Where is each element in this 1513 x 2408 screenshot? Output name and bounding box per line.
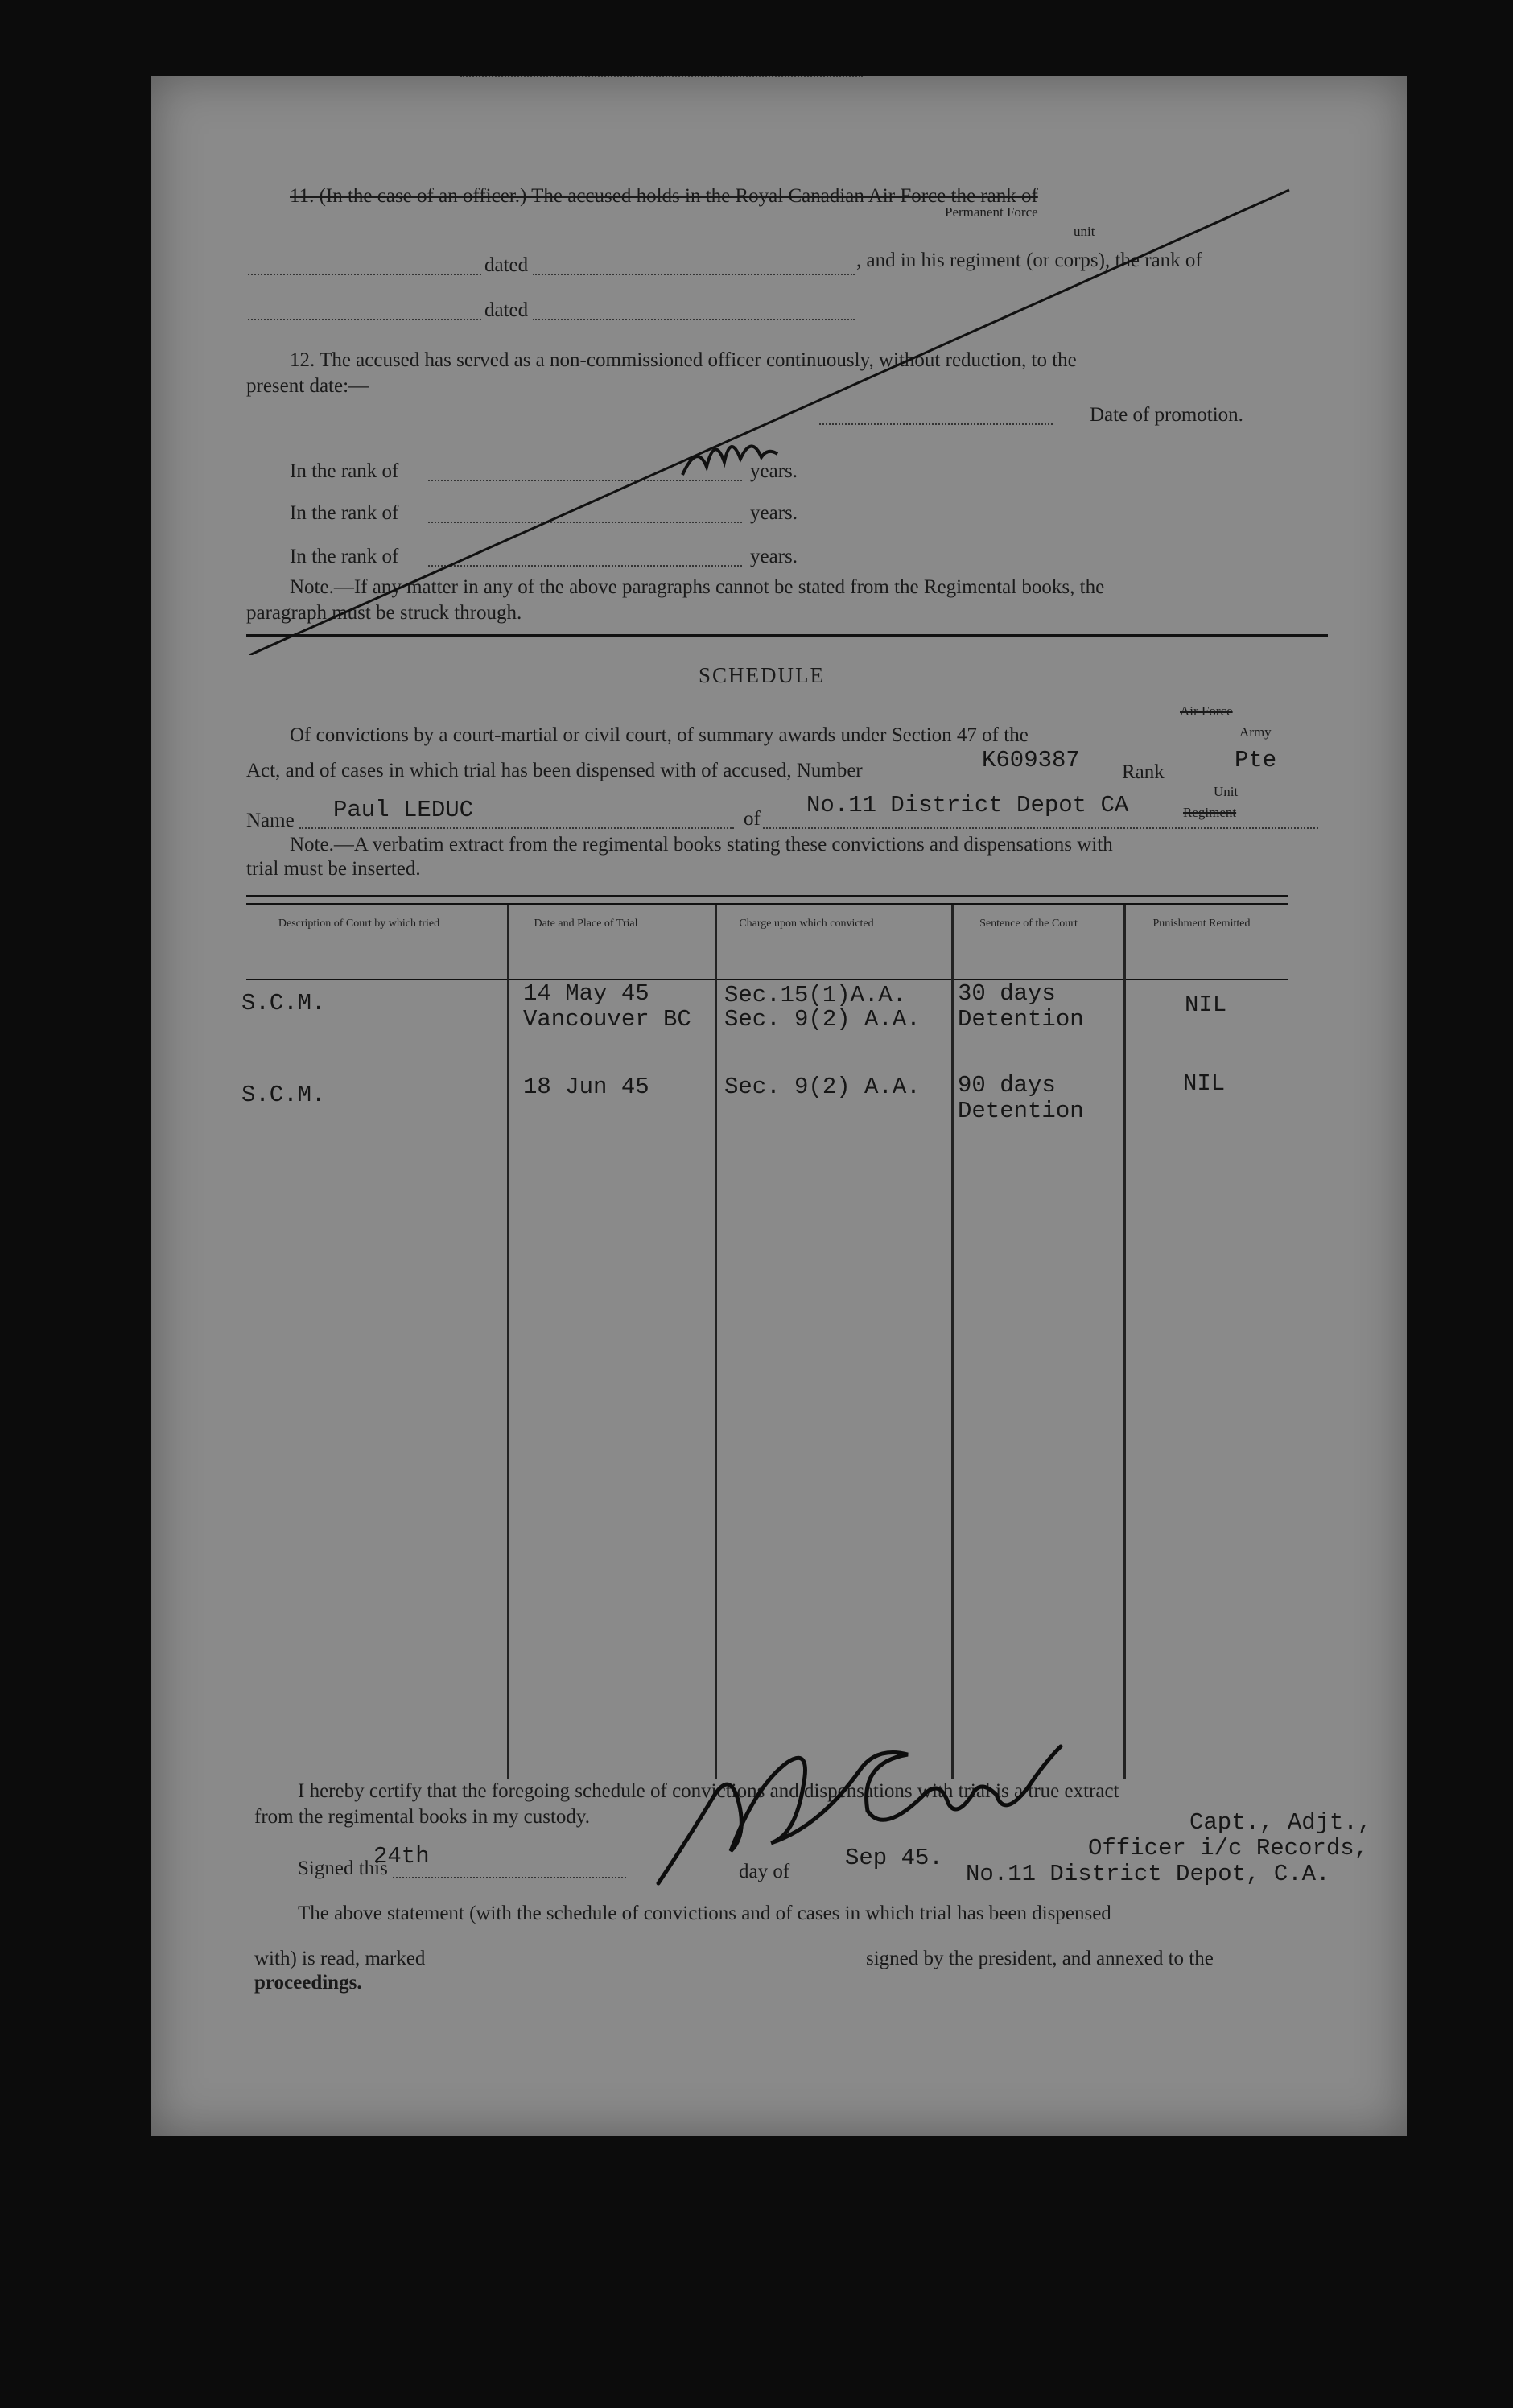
header-sentence: Sentence of the Court — [979, 917, 1078, 930]
date-of-promotion-label: Date of promotion. — [1090, 404, 1243, 426]
accused-name: Paul LEDUC — [333, 797, 474, 823]
rank-label-3: In the rank of — [290, 546, 399, 567]
marked-blank — [460, 76, 863, 77]
day-of-label: day of — [739, 1861, 790, 1882]
rank-label: Rank — [1122, 761, 1165, 783]
section-11-text: 11. (In the case of an officer.) The accused holds in the Royal Canadian Air Force the rank of — [290, 185, 1038, 207]
header-charge: Charge upon which convicted — [739, 917, 874, 930]
rank-value: Pte — [1235, 747, 1277, 773]
certify-line1: I hereby certify that the foregoing schedule of convictions and dispensations with trial is a true extract — [298, 1780, 1119, 1802]
document-page — [151, 76, 1407, 2136]
column-divider-2 — [715, 905, 717, 1779]
unit-value: No.11 District Depot CA — [806, 792, 1129, 818]
army-label: Army — [1239, 724, 1272, 740]
dated-label-1: dated — [484, 254, 529, 276]
unit-blank — [763, 827, 1318, 829]
section-12-line1: 12. The accused has served as a non-commissioned officer continuously, without reduction, to the — [290, 349, 1077, 371]
statement-line2-end: signed by the president, and annexed to the — [866, 1948, 1214, 1969]
permanent-force-label: Permanent Force — [945, 204, 1038, 220]
of-label: of — [744, 808, 761, 830]
schedule-note-line2: trial must be inserted. — [246, 858, 421, 880]
name-blank — [299, 827, 734, 829]
row2-sentence-1: 90 days — [958, 1072, 1056, 1099]
strike-through-diagonal — [151, 76, 1407, 655]
service-number: K609387 — [982, 747, 1080, 773]
row1-sentence-1: 30 days — [958, 980, 1056, 1007]
row1-remitted: NIL — [1185, 992, 1227, 1018]
row1-date: 14 May 45 — [523, 980, 649, 1007]
signed-day: 24th — [373, 1843, 430, 1870]
schedule-line2: Act, and of cases in which trial has been dispensed with of accused, Number — [246, 760, 863, 781]
officer-title-2: Officer i/c Records, — [1088, 1835, 1369, 1862]
note-1-line1: Note.—If any matter in any of the above paragraphs cannot be stated from the Regimental books, the — [290, 576, 1105, 598]
row2-remitted: NIL — [1183, 1070, 1226, 1097]
header-bottom-rule — [246, 979, 1288, 980]
column-divider-1 — [507, 905, 509, 1779]
certify-line2: from the regimental books in my custody. — [254, 1806, 591, 1828]
statement-line2-start: with) is read, marked — [254, 1948, 426, 1969]
row1-sentence-2: Detention — [958, 1006, 1084, 1033]
row1-court: S.C.M. — [241, 990, 326, 1016]
row1-place: Vancouver BC — [523, 1006, 691, 1033]
regiment-label: Regiment — [1183, 805, 1237, 820]
row2-date: 18 Jun 45 — [523, 1074, 649, 1100]
schedule-title: SCHEDULE — [699, 663, 825, 687]
row1-charge-1: Sec.15(1)A.A. — [724, 982, 907, 1008]
air-force-label: Air Force — [1180, 703, 1233, 719]
table-top-rule-1 — [246, 895, 1288, 897]
unit-label-11: unit — [1074, 224, 1095, 239]
note-1-line2: paragraph must be struck through. — [246, 602, 522, 624]
statement-line3: proceedings. — [254, 1972, 362, 1994]
years-label-2: years. — [750, 502, 798, 524]
column-divider-3 — [951, 905, 954, 1779]
signed-month: Sep 45. — [845, 1845, 943, 1871]
name-label: Name — [246, 810, 295, 831]
schedule-note-line1: Note.—A verbatim extract from the regimental books stating these convictions and dispensations with — [290, 834, 1113, 856]
row1-charge-2: Sec. 9(2) A.A. — [724, 1006, 921, 1033]
years-label-1: years. — [750, 460, 798, 482]
section-divider — [246, 634, 1328, 637]
rank-label-1: In the rank of — [290, 460, 399, 482]
header-date-place: Date and Place of Trial — [534, 917, 638, 930]
officer-title-1: Capt., Adjt., — [1189, 1809, 1372, 1836]
schedule-line1: Of convictions by a court-martial or civil court, of summary awards under Section 47 of the — [290, 724, 1029, 746]
statement-line1: The above statement (with the schedule of convictions and of cases in which trial has been dispensed — [298, 1903, 1111, 1924]
column-divider-4 — [1123, 905, 1126, 1779]
day-blank — [393, 1877, 626, 1878]
initials-signature — [682, 446, 777, 475]
officer-title-3: No.11 District Depot, C.A. — [966, 1861, 1330, 1887]
unit-label: Unit — [1214, 784, 1239, 799]
regiment-rank-text: , and in his regiment (or corps), the rank of — [856, 249, 1202, 271]
table-top-rule-2 — [246, 903, 1288, 905]
years-label-3: years. — [750, 546, 798, 567]
officer-signature — [650, 1722, 1101, 1899]
header-court: Description of Court by which tried — [278, 917, 440, 930]
signed-this-label: Signed this — [298, 1858, 388, 1879]
row2-charge: Sec. 9(2) A.A. — [724, 1074, 921, 1100]
rank-label-2: In the rank of — [290, 502, 399, 524]
row2-sentence-2: Detention — [958, 1098, 1084, 1124]
header-remitted: Punishment Remitted — [1152, 917, 1251, 930]
row2-court: S.C.M. — [241, 1082, 326, 1108]
dated-label-2: dated — [484, 299, 529, 321]
section-12-line2: present date:— — [246, 375, 369, 397]
